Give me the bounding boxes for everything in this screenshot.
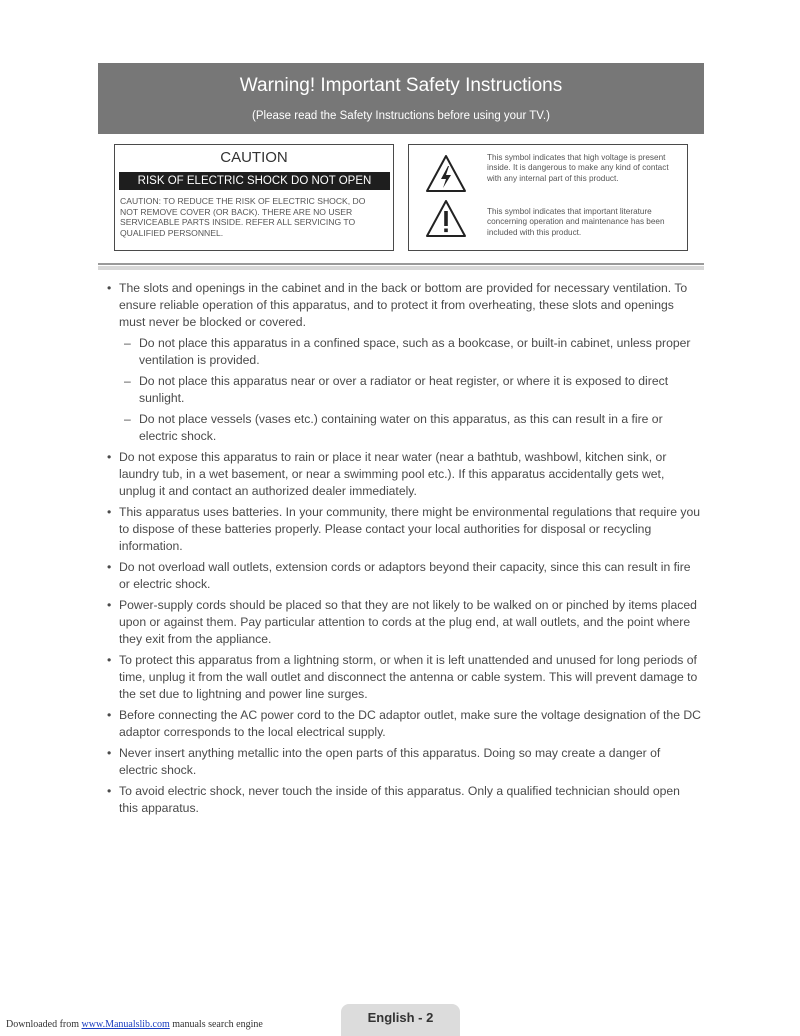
lightning-warning-icon <box>425 154 467 194</box>
page-header <box>98 63 704 134</box>
page-number-tab <box>341 1004 460 1036</box>
exclamation-warning-icon <box>425 199 467 239</box>
footer-suffix: manuals search engine <box>172 1019 263 1030</box>
download-footer <box>6 1019 263 1030</box>
caution-box <box>114 144 394 251</box>
literature-symbol-text: This symbol indicates that important literature concerning operation and maintenance has been included with this product. <box>487 207 665 237</box>
page-number: English - 2 <box>367 1010 434 1025</box>
instruction-item: • Before connecting the AC power cord to the DC adaptor outlet, make sure the voltage designation of the DC adaptor corresponds to the local electrical supply. <box>106 707 702 741</box>
instruction-item: • Never insert anything metallic into the open parts of this apparatus. Doing so may create a danger of electric shock. <box>106 745 702 779</box>
instruction-item: • To protect this apparatus from a lightning storm, or when it is left unattended and unused for long periods of time, unplug it from the wall outlet and disconnect the antenna or cable system. This will prevent damage to the set due to lightning and power line surges. <box>106 652 702 703</box>
caution-text: CAUTION: TO REDUCE THE RISK OF ELECTRIC SHOCK, DO NOT REMOVE COVER (OR BACK). THERE ARE NO USER SERVICEABLE PARTS INSIDE. REFER ALL SERVICING TO QUALIFIED PERSONNEL. <box>120 196 366 238</box>
divider-shadow <box>98 266 704 270</box>
manualslib-link[interactable]: www.Manualslib.com <box>81 1019 170 1030</box>
instruction-subitem: – Do not place this apparatus near or over a radiator or heat register, or where it is exposed to direct sunlight. <box>106 373 702 407</box>
footer-prefix: Downloaded from <box>6 1019 80 1030</box>
caution-banner: RISK OF ELECTRIC SHOCK DO NOT OPEN <box>119 172 390 190</box>
caution-title: CAUTION <box>220 149 288 166</box>
page-title: Warning! Important Safety Instructions <box>239 75 563 96</box>
instruction-item: • The slots and openings in the cabinet and in the back or bottom are provided for necessary ventilation. To ensure reliable operation of this apparatus, and to protect it from overheating, these slots and openings must never be blocked or covered. <box>106 280 702 331</box>
symbols-box <box>408 144 688 251</box>
instruction-item: • Do not expose this apparatus to rain or place it near water (near a bathtub, washbowl, kitchen sink, or laundry tub, in a wet basement, or near a swimming pool etc.). If this apparatus accidentally gets wet, unplug it and contact an authorized dealer immediately. <box>106 449 702 500</box>
instruction-subitem: – Do not place vessels (vases etc.) containing water on this apparatus, as this can result in a fire or electric shock. <box>106 411 702 445</box>
instruction-item: • To avoid electric shock, never touch the inside of this apparatus. Only a qualified technician should open this apparatus. <box>106 783 702 817</box>
high-voltage-symbol-text: This symbol indicates that high voltage is present inside. It is dangerous to make any kind of contact with any internal part of this product. <box>487 153 669 183</box>
safety-instructions <box>106 280 702 821</box>
instruction-subitem: – Do not place this apparatus in a confined space, such as a bookcase, or built-in cabinet, unless proper ventilation is provided. <box>106 335 702 369</box>
instruction-item: • Do not overload wall outlets, extension cords or adaptors beyond their capacity, since this can result in fire or electric shock. <box>106 559 702 593</box>
divider-line <box>98 263 704 265</box>
instruction-item: • This apparatus uses batteries. In your community, there might be environmental regulations that require you to dispose of these batteries properly. Please contact your local authorities for disposal or recycling information. <box>106 504 702 555</box>
page-subtitle: (Please read the Safety Instructions before using your TV.) <box>252 110 550 122</box>
instruction-item: • Power-supply cords should be placed so that they are not likely to be walked on or pinched by items placed upon or against them. Pay particular attention to cords at the plug end, at wall outlets, and the point where they exit from the appliance. <box>106 597 702 648</box>
